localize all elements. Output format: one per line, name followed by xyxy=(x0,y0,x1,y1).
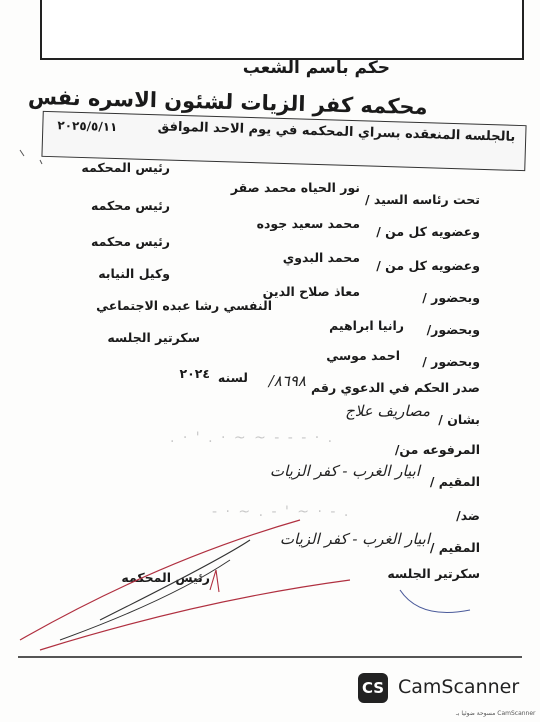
presiding-role: رئيس المحكمه xyxy=(81,160,170,175)
against-label: ضد/ xyxy=(456,508,480,523)
psych-name: رانيا ابراهيم xyxy=(329,318,404,333)
camscanner-caption: CamScanner مسوحة ضوئيا بـ xyxy=(456,710,536,717)
redacted-name-1: . · ' . · ~ ~ - - - · . xyxy=(170,430,335,446)
member2-role: رئيس محكمه xyxy=(91,234,170,249)
subject-value: مصاريف علاج xyxy=(345,402,430,420)
camscanner-name: CamScanner xyxy=(398,676,520,698)
presiding-name: نور الحياه محمد صقر xyxy=(230,180,360,195)
prosecution-role: وكيل النيابه xyxy=(98,266,170,281)
prosecution-label: وبحضور / xyxy=(422,290,480,305)
subject-label: بشان / xyxy=(438,412,480,427)
redacted-name-2: - · ~ . - ' ~ · - . xyxy=(212,504,351,520)
prosecution-name: معاذ صلاح الدين xyxy=(262,284,360,299)
member1-name: محمد سعيد جوده xyxy=(256,216,360,231)
resident2-label: المقيم / xyxy=(429,540,480,555)
document-title: حكم باسم الشعب xyxy=(242,58,390,78)
page-bottom-edge xyxy=(18,656,522,658)
session-banner-text: بالجلسه المنعقده بسراي المحكمه في يوم الاحد الموافق xyxy=(157,119,516,145)
secretary-label: وبحضور / xyxy=(422,354,480,369)
case-prefix: صدر الحكم في الدعوي رقم xyxy=(310,380,480,395)
psych-role: النفسي رشا عبده الاجتماعي xyxy=(96,298,272,313)
case-year: ٢٠٢٤ xyxy=(179,366,210,381)
psych-label: وبحضور/ xyxy=(426,322,480,337)
case-number: ٨٦٩٨/ xyxy=(268,372,306,390)
member2-label: وعضويه كل من / xyxy=(376,258,480,273)
filed-by-label: المرفوعه من/ xyxy=(394,442,480,457)
session-date: ٢٠٢٥/٥/١١ xyxy=(57,118,118,135)
camscanner-logo: CS xyxy=(358,673,388,703)
resident1-value: ابيار الغرب - كفر الزيات xyxy=(269,462,420,480)
member1-label: وعضويه كل من / xyxy=(376,224,480,239)
resident2-value: ابيار الغرب - كفر الزيات xyxy=(279,530,430,548)
secretary-name: احمد موسي xyxy=(326,348,400,363)
presiding-label: تحت رئاسه السيد / xyxy=(364,192,480,207)
judge-signature-label: رئيس المحكمه xyxy=(121,570,210,585)
member1-role: رئيس محكمه xyxy=(91,198,170,213)
resident1-label: المقيم / xyxy=(429,474,480,489)
court-name: محكمه كفر الزيات لشئون الاسره نفس xyxy=(28,84,429,120)
case-year-label: لسنه xyxy=(217,370,248,385)
secretary-role: سكرتير الجلسه xyxy=(107,330,200,345)
member2-name: محمد البدوي xyxy=(282,250,360,265)
secretary-signature-label: سكرتير الجلسه xyxy=(387,566,480,581)
